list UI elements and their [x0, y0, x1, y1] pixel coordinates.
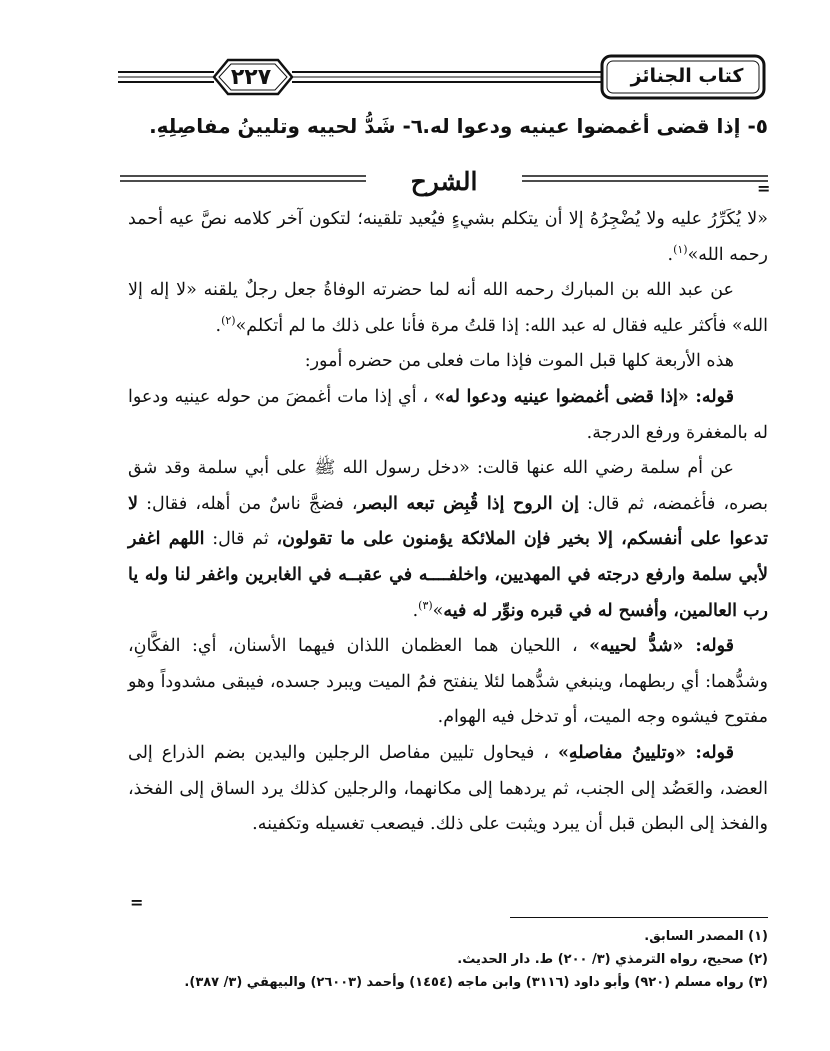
- book-title: كتاب الجنائز: [630, 65, 744, 87]
- paragraph: «لا يُكَرِّرُ عليه ولا يُضْجِرُهُ إلا أن يتكلم بشيءٍ فيُعيد تلقينه؛ لتكون آخر كلامه نصَّ عيه أحمد رحمه الله»$^{(١)}$.: [128, 209, 768, 265]
- chapter-items: [120, 114, 768, 150]
- footnotes: [128, 925, 768, 994]
- footnote-ref: (١): [673, 242, 688, 256]
- paragraph: عن عبد الله بن المبارك رحمه الله أنه لما حضرته الوفاةُ جعل رجلٌ يلقنه «لا إله إلا الله» فأكثر عليه فقال له عبد الله: إذا قلتُ مرة فأنا على ذلك ما لم أتكلم»$^{(٢)}$.: [128, 280, 768, 336]
- footnote-divider: [510, 917, 768, 918]
- page-number: ٢٢٧: [230, 65, 272, 90]
- section-heading: [120, 164, 771, 204]
- section-title: الشرح: [410, 167, 478, 196]
- quote-label: قوله: «وتليينُ مفاصلهِ»: [557, 742, 734, 763]
- paragraph: قوله: «شدُّ لحييه» ، اللحيان هما العظمان اللذان فيهما الأسنان، أي: الفكَّانِ، وشدُّهما: أي ربطهما، وينبغي شدُّهما لئلا ينفتح فمُ الميت ويبرد جسده، فيبقى مشدوداً وهو مفتوح فيشوه وجه الميت، أو تدخل فيه الهوام.: [128, 636, 768, 728]
- paragraph: قوله: «وتليينُ مفاصلهِ» ، فيحاول تليين مفاصل الرجلين واليدين بضم الذراع إلى العضد، والعَضُد إلى الجنب، ثم يردهما إلى مكانهما، والرجلين كذلك يرد الساق إلى الفخذ، والفخذ إلى البطن قبل أن يبرد ويثبت على ذلك. فيصعب تغسيله وتكفينه.: [128, 742, 768, 835]
- footnote-ref: (٢): [221, 313, 236, 327]
- commentary-body: [128, 202, 768, 843]
- quote-label: قوله: «إذا قضى أغمضوا عينيه ودعوا له»: [434, 386, 734, 407]
- section-marker: =: [757, 179, 771, 198]
- page-header: [118, 50, 768, 106]
- chapter-item-6: ٦- شَدُّ لحييه وتليينُ مفاصِلِهِ.: [149, 114, 423, 138]
- paragraph: عن أم سلمة رضي الله عنها قالت: «دخل رسول الله ﷺ على أبي سلمة وقد شق بصره، فأغمضه، ثم قال: إن الروح إذا قُبِض تبعه البصر، فضجَّ ناسٌ من أهله، فقال: لا تدعوا على أنفسكم، إلا بخير فإن الملائكة يؤمنون على ما تقولون، ثم قال: اللهم اغفر لأبي سلمة وارفع درجته في المهديين، واخلفــــه في عقبــه في الغابرين واغفر لنا وله يا رب العالمين، وأفسح له في قبره ونوِّر له فيه»$^{(٣)}$.: [128, 458, 768, 621]
- footnote-ref: (٣): [418, 598, 433, 612]
- footnote: (٣) رواه مسلم (٩٢٠) وأبو داود (٣١١٦) وابن ماجه (١٤٥٤) وأحمد (٢٦٠٠٣) والبيهقي (٣/ ٣٨٧).: [184, 975, 768, 990]
- chapter-item-5: ٥- إذا قضى أغمضوا عينيه ودعوا له.: [422, 114, 768, 138]
- footnote: (٢) صحيح، رواه الترمذي (٣/ ٢٠٠) ط. دار الحديث.: [457, 952, 768, 967]
- footnote: (١) المصدر السابق.: [644, 929, 768, 944]
- bottom-marker: =: [130, 893, 144, 912]
- quote-label: قوله: «شدُّ لحييه»: [589, 636, 734, 657]
- paragraph: قوله: «إذا قضى أغمضوا عينيه ودعوا له» ، أي إذا مات أغمضَ من حوله عينيه ودعوا له بالمغفرة ورفع الدرجة.: [128, 386, 768, 443]
- paragraph: هذه الأربعة كلها قبل الموت فإذا مات فعلى من حضره أمور:: [304, 351, 734, 372]
